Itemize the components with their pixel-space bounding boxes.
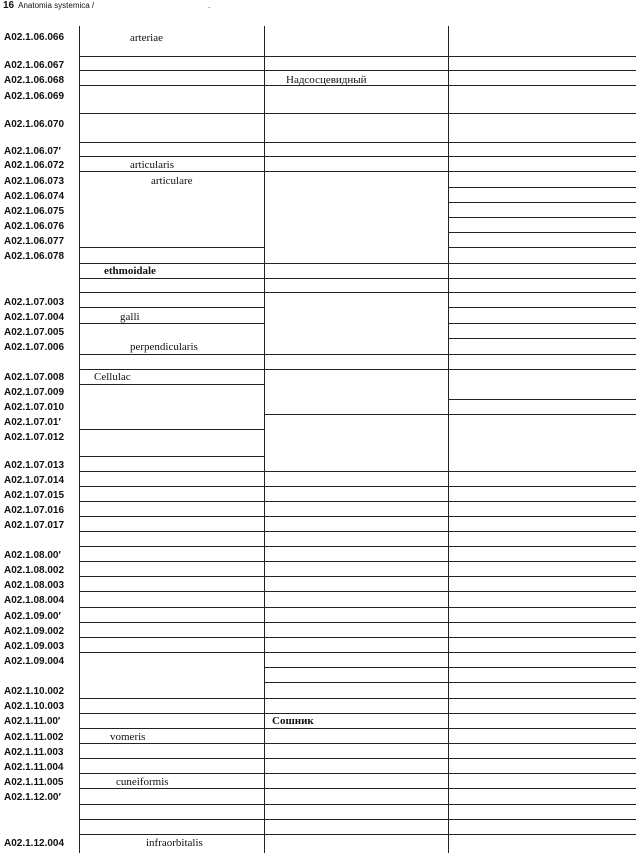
term-code: A02.1.06.07′: [4, 146, 61, 157]
row-divider: [79, 501, 636, 502]
term-code: A02.1.09.004: [4, 656, 65, 667]
row-divider: [79, 247, 264, 248]
term-code: A02.1.07.006: [4, 342, 65, 353]
term-code: A02.1.06.073: [4, 176, 65, 187]
term-code: A02.1.11.00′: [4, 716, 61, 727]
term-code: A02.1.09.002: [4, 626, 65, 637]
row-divider: [79, 471, 636, 472]
row-divider: [79, 292, 636, 293]
row-divider: [79, 486, 636, 487]
row-divider: [79, 156, 636, 157]
term-code: A02.1.09.00′: [4, 611, 61, 622]
row-divider: [448, 307, 636, 308]
term-code: A02.1.06.074: [4, 191, 65, 202]
term-code: A02.1.06.072: [4, 160, 65, 171]
latin-term: galli: [120, 311, 140, 323]
row-divider: [79, 743, 636, 744]
row-divider: [79, 354, 636, 355]
row-divider: [79, 516, 636, 517]
term-code: A02.1.07.010: [4, 402, 65, 413]
russian-term: Надсосцевидный: [286, 74, 367, 86]
row-divider: [448, 338, 636, 339]
latin-term: cuneiformis: [116, 776, 169, 788]
row-divider: [79, 369, 636, 370]
term-code: A02.1.11.003: [4, 747, 64, 758]
term-code: A02.1.09.003: [4, 641, 65, 652]
term-code: A02.1.07.004: [4, 312, 65, 323]
row-divider: [79, 637, 636, 638]
row-divider: [79, 278, 636, 279]
row-divider: [79, 788, 636, 789]
row-divider: [79, 607, 636, 608]
row-divider: [79, 698, 636, 699]
latin-term: ethmoidale: [104, 265, 156, 277]
row-divider: [79, 56, 636, 57]
row-divider: [79, 142, 636, 143]
term-code: A02.1.07.017: [4, 520, 65, 531]
term-code: A02.1.08.00′: [4, 550, 61, 561]
row-divider: [79, 546, 636, 547]
row-divider: [448, 232, 636, 233]
row-divider: [79, 591, 636, 592]
latin-term: Cellulac: [94, 371, 131, 383]
row-divider: [79, 384, 264, 385]
term-code: A02.1.11.004: [4, 762, 64, 773]
term-code: A02.1.12.004: [4, 838, 65, 849]
row-divider: [448, 217, 636, 218]
row-divider: [79, 531, 636, 532]
russian-term: Сошник: [272, 715, 314, 727]
row-divider: [79, 307, 264, 308]
term-code: A02.1.06.076: [4, 221, 65, 232]
term-code: A02.1.07.014: [4, 475, 65, 486]
row-divider: [79, 561, 636, 562]
row-divider: [79, 171, 636, 172]
row-divider: [79, 834, 636, 835]
term-code: A02.1.07.009: [4, 387, 65, 398]
row-divider: [79, 113, 636, 114]
term-code: A02.1.07.003: [4, 297, 65, 308]
term-code: A02.1.06.068: [4, 75, 65, 86]
term-code: A02.1.07.008: [4, 372, 65, 383]
page-number: 16: [3, 0, 15, 11]
term-code: A02.1.08.002: [4, 565, 65, 576]
row-divider: [79, 773, 636, 774]
row-divider: [79, 429, 264, 430]
term-code: A02.1.06.077: [4, 236, 65, 247]
term-code: A02.1.07.01′: [4, 417, 61, 428]
row-divider: [448, 202, 636, 203]
term-code: A02.1.06.067: [4, 60, 65, 71]
row-divider: [264, 682, 636, 683]
row-divider: [448, 323, 636, 324]
term-code: A02.1.08.003: [4, 580, 65, 591]
term-code: A02.1.06.066: [4, 32, 65, 43]
row-divider: [264, 414, 636, 415]
term-code: A02.1.07.005: [4, 327, 65, 338]
row-divider: [264, 667, 636, 668]
term-code: A02.1.07.016: [4, 505, 65, 516]
row-divider: [79, 728, 636, 729]
row-divider: [79, 263, 636, 264]
row-divider: [79, 323, 264, 324]
term-code: A02.1.10.003: [4, 701, 65, 712]
latin-term: vomeris: [110, 731, 146, 743]
row-divider: [79, 576, 636, 577]
latin-term: infraorbitalis: [146, 837, 203, 849]
term-code: A02.1.11.002: [4, 732, 64, 743]
latin-term: articularis: [130, 159, 174, 171]
row-divider: [79, 713, 636, 714]
term-code: A02.1.07.013: [4, 460, 65, 471]
latin-term: articulare: [151, 175, 193, 187]
latin-term: perpendicularis: [130, 341, 198, 353]
row-divider: [79, 819, 636, 820]
row-divider: [79, 652, 636, 653]
term-code: A02.1.10.002: [4, 686, 65, 697]
term-code: A02.1.06.078: [4, 251, 65, 262]
row-divider: [448, 187, 636, 188]
latin-term: arteriae: [130, 32, 163, 44]
running-title: Anatomia systemica /: [18, 1, 95, 10]
row-divider: [79, 70, 636, 71]
page-header: [3, 0, 211, 12]
row-divider: [79, 804, 636, 805]
row-divider: [79, 622, 636, 623]
term-code: A02.1.06.075: [4, 206, 65, 217]
row-divider: [79, 456, 264, 457]
row-divider: [448, 247, 636, 248]
term-code: A02.1.11.005: [4, 777, 64, 788]
term-code: A02.1.06.069: [4, 91, 65, 102]
row-divider: [79, 758, 636, 759]
term-code: A02.1.07.015: [4, 490, 65, 501]
term-code: A02.1.07.012: [4, 432, 65, 443]
term-code: A02.1.08.004: [4, 595, 65, 606]
term-code: A02.1.06.070: [4, 119, 65, 130]
term-code: A02.1.12.00′: [4, 792, 61, 803]
header-mark: .: [208, 1, 211, 10]
row-divider: [448, 399, 636, 400]
